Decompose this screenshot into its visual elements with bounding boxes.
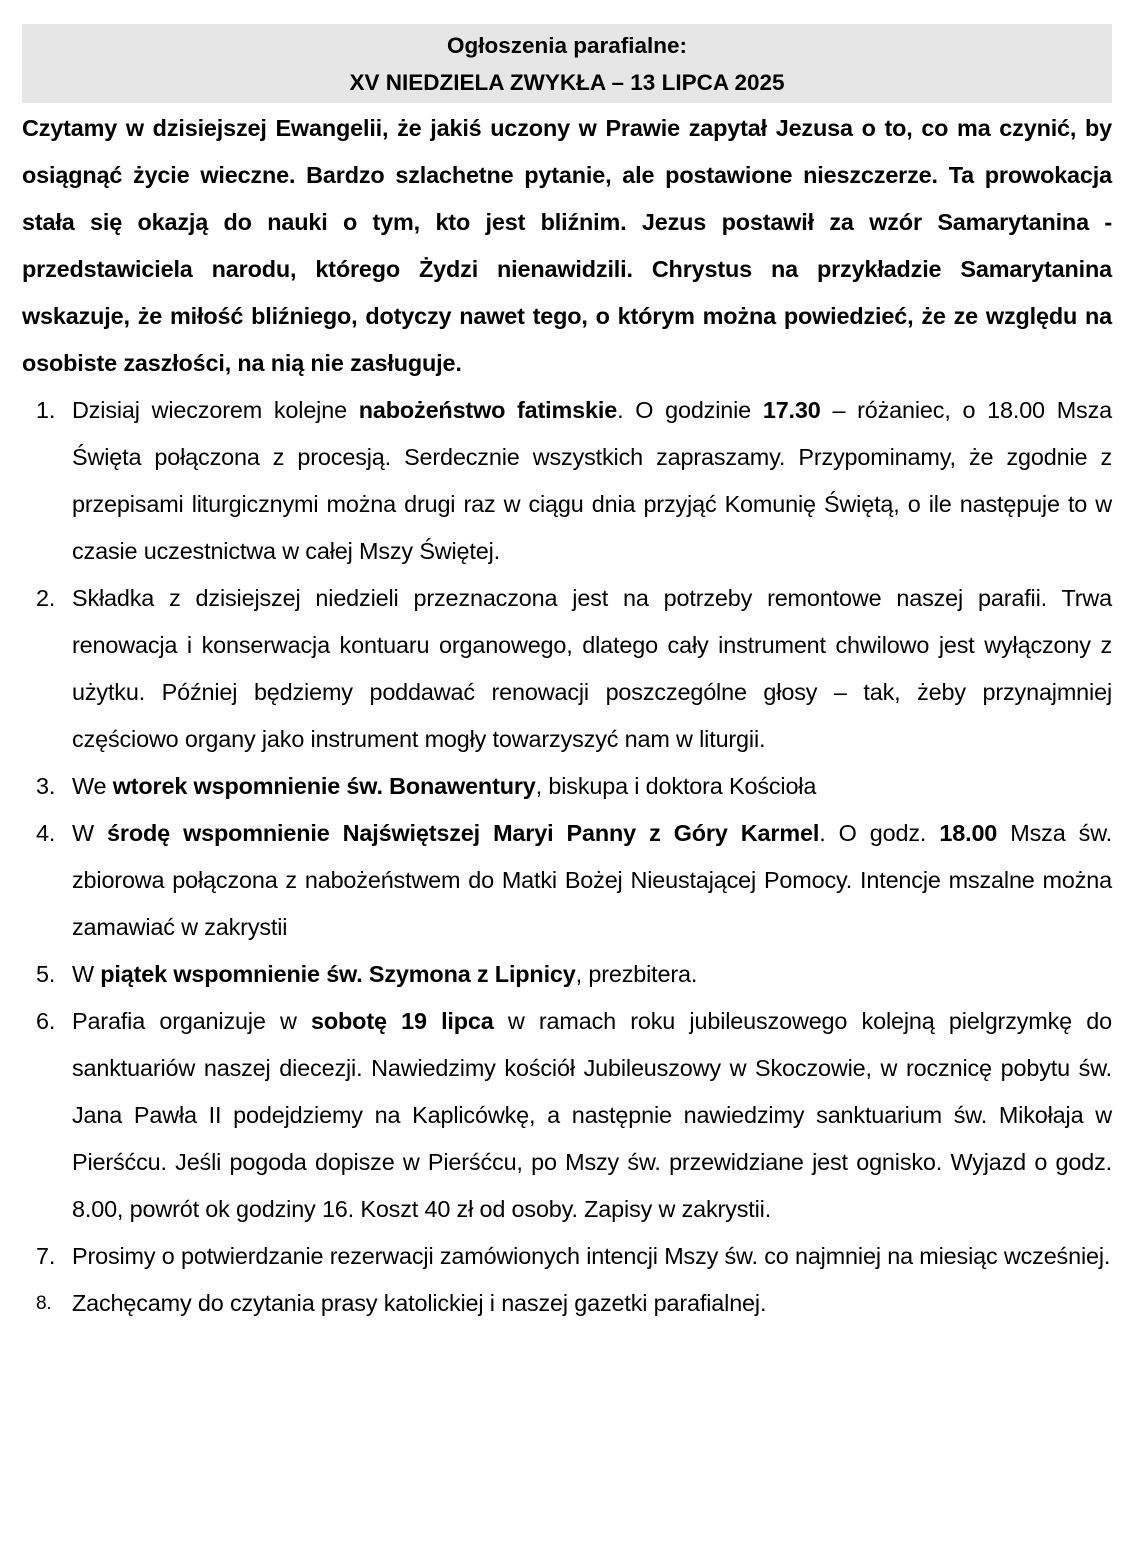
item-text-bold: sobotę 19 lipca: [311, 1008, 494, 1034]
item-text: w ramach roku jubileuszowego kolejną pielgrzymkę do sanktuariów naszej diecezji. Nawiedzimy kościół Jubileuszowy w Skoczowie, w rocznicę pobytu św. Jana Pawła II podejdziemy na Kaplicówkę, a następnie nawiedzimy sanktuarium św. Mikołaja w Pierśćcu. Jeśli pogoda dopisze w Pierśćcu, po Mszy św. przewidziane jest ognisko. Wyjazd o godz. 8.00, powrót ok godziny 16. Koszt 40 zł od osoby. Zapisy w zakrystii.: [72, 1008, 1113, 1222]
item-text: W: [72, 820, 108, 846]
item-number: 6.: [36, 1008, 56, 1034]
item-text-bold: 17.30: [762, 397, 821, 423]
item-text-bold: wtorek wspomnienie św. Bonawentury: [112, 773, 536, 799]
item-number: 7.: [36, 1243, 56, 1269]
intro-paragraph: Czytamy w dzisiejszej Ewangelii, że jakiś uczony w Prawie zapytał Jezusa o to, co ma czynić, by osiągnąć życie wieczne. Bardzo szlachetne pytanie, ale postawione nieszczerze. Ta prowokacja stała się okazją do nauki o tym, kto jest bliźnim. Jezus postawił za wzór Samarytanina - przedstawiciela narodu, którego Żydzi nienawidzili. Chrystus na przykładzie Samarytanina wskazuje, że miłość bliźniego, dotyczy nawet tego, o którym można powiedzieć, że ze względu na osobiste zaszłości, na nią nie zasługuje.: [22, 115, 1112, 376]
announcement-item: [22, 998, 1112, 1233]
item-number: 4.: [36, 820, 56, 846]
announcement-item: [22, 1280, 1112, 1327]
item-text: Dzisiaj wieczorem kolejne: [72, 397, 359, 423]
item-text-bold: nabożeństwo fatimskie: [358, 397, 618, 423]
announcement-item: [22, 763, 1112, 810]
item-text: – różaniec, o 18.00 Msza Święta połączona z procesją. Serdecznie wszystkich zapraszamy. Przypominamy, że zgodnie z przepisami liturgicznymi można drugi raz w ciągu dnia przyjąć Komunię Świętą, o ile następuje to w czasie uczestnictwa w całej Mszy Świętej.: [72, 397, 1112, 564]
item-text: Zachęcamy do czytania prasy katolickiej i naszej gazetki parafialnej.: [72, 1290, 767, 1316]
item-number: 3.: [36, 773, 56, 799]
header-box: [22, 24, 1112, 103]
header-title: Ogłoszenia parafialne:: [446, 33, 688, 58]
header-subtitle: XV NIEDZIELA ZWYKŁA – 13 LIPCA 2025: [349, 70, 785, 95]
item-number: 5.: [36, 961, 56, 987]
announcement-item: [22, 1233, 1112, 1280]
item-text: , prezbitera.: [575, 961, 698, 987]
item-text: W: [72, 961, 101, 987]
item-number: 1.: [36, 397, 56, 423]
announcements-page: [22, 0, 1112, 1327]
item-text-bold: 18.00: [939, 820, 998, 846]
item-text-bold: środę wspomnienie Najświętszej Maryi Panny z Góry Karmel: [107, 820, 820, 846]
announcement-item: [22, 387, 1112, 575]
item-text: . O godzinie: [617, 397, 763, 423]
item-text: We: [72, 773, 113, 799]
announcement-item: [22, 951, 1112, 998]
announcement-item: [22, 575, 1112, 763]
item-text-bold: piątek wspomnienie św. Szymona z Lipnicy: [100, 961, 576, 987]
announcements-list: [22, 387, 1112, 1327]
announcement-item: [22, 810, 1112, 951]
item-text: . O godz.: [819, 820, 940, 846]
item-text: , biskupa i doktora Kościoła: [535, 773, 817, 799]
item-text: Prosimy o potwierdzanie rezerwacji zamówionych intencji Mszy św. co najmniej na miesiąc wcześniej.: [72, 1243, 1111, 1269]
item-text: Msza św. zbiorowa połączona z nabożeństwem do Matki Bożej Nieustającej Pomocy. Intencje mszalne można zamawiać w zakrystii: [72, 820, 1112, 940]
item-text: Parafia organizuje w: [72, 1008, 312, 1034]
item-number: 8.: [36, 1293, 52, 1314]
item-number: 2.: [36, 585, 56, 611]
item-text: Składka z dzisiejszej niedzieli przeznaczona jest na potrzeby remontowe naszej parafii. Trwa renowacja i konserwacja kontuaru organowego, dlatego cały instrument chwilowo jest wyłączony z użytku. Później będziemy poddawać renowacji poszczególne głosy – tak, żeby przynajmniej częściowo organy jako instrument mogły towarzyszyć nam w liturgii.: [72, 585, 1112, 752]
